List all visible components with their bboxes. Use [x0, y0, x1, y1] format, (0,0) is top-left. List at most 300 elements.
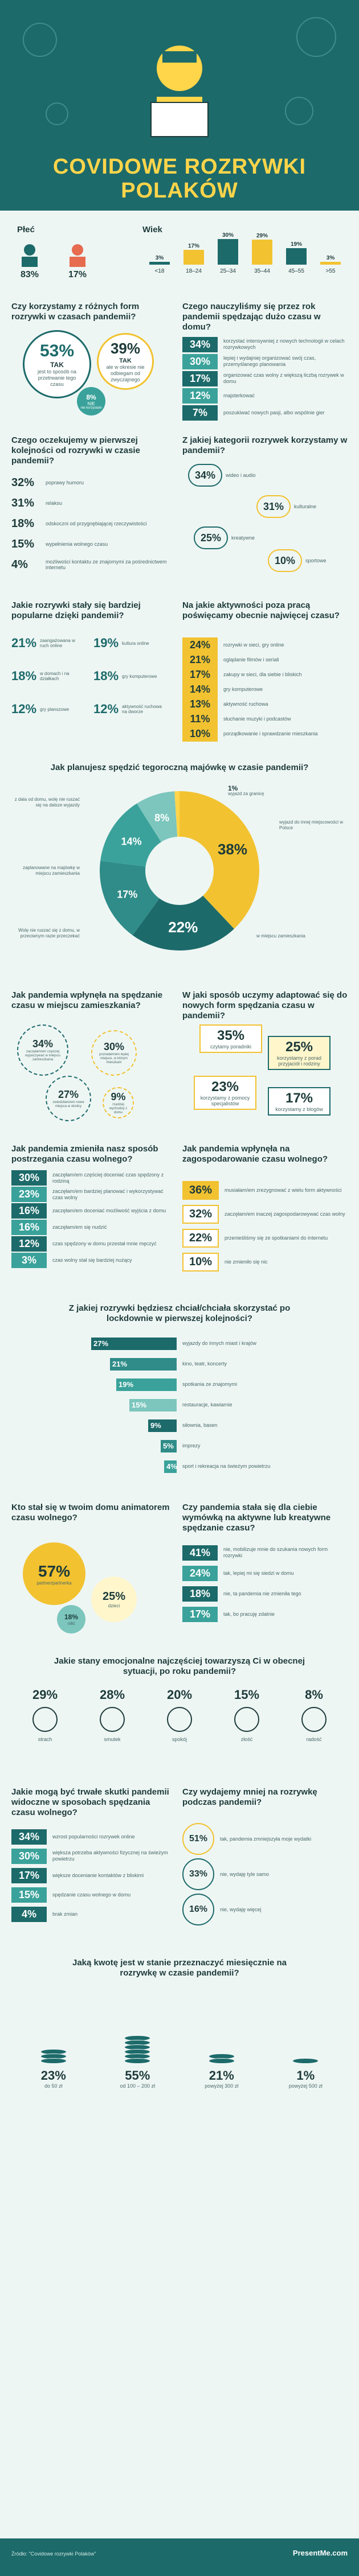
q11-section: Jak pandemia wpłynęła na zagospodarowanie czasu wolnego? 36% musiałam/em zrezygnować z wielu form aktywności 32% zaczęłam/em inaczej zagospodarowywać czas wolny 22% przenieśliśmy się ze spotkaniami do internetu 10% nie zmieniło się nic	[182, 1144, 348, 1281]
q6-pct: 14%	[182, 682, 218, 697]
hero-banner	[0, 0, 359, 211]
q11-pct: 32%	[182, 1205, 219, 1224]
q11-desc: zaczęłam/em inaczej zagospodarowywać czas wolny	[225, 1211, 345, 1217]
q15-desc: radość	[306, 1736, 322, 1742]
q15-pct: 15%	[234, 1688, 260, 1702]
q12-pct: 15%	[132, 1401, 147, 1409]
q16-pct: 34%	[11, 1829, 47, 1845]
q6-item	[182, 697, 348, 711]
coin-icon	[292, 2058, 319, 2064]
q11-item	[182, 1202, 348, 1226]
footer	[0, 2538, 359, 2576]
age-bar	[183, 250, 204, 265]
q3-item	[11, 534, 171, 554]
q12-pct: 27%	[93, 1339, 109, 1348]
q9-pct: 23%	[211, 1079, 239, 1094]
q10-section: Jak pandemia zmieniła nasz sposób postrzegania czasu wolnego? 30% zaczęłam/em częściej doceniać czas spędzony z rodziną 23% zaczęłam/em bardziej planować i wykorzystywać czas wolny 16% zaczęłam/em doceniać możliwość wyjścia z domu 16% zaczęłam/em się nudzić 12% czas spędzony w domu przestał mnie męczyć 3% czas wolny stał się bardziej nużący	[11, 1144, 171, 1281]
q3-desc: wypełnienia wolnego czasu	[46, 541, 108, 547]
q18-item	[106, 2036, 169, 2089]
q8-pct: 30%	[103, 1041, 125, 1052]
q11-item	[182, 1226, 348, 1250]
q15-item	[84, 1688, 141, 1767]
q11-desc: przenieśliśmy się ze spotkaniami do internetu	[225, 1235, 328, 1241]
q6-item	[182, 637, 348, 652]
q5-item	[93, 695, 171, 723]
q6-pct: 10%	[182, 726, 218, 742]
emotion-face-icon	[301, 1707, 327, 1732]
q2-desc: organizować czas wolny z większą liczbą rozrywek w domu	[223, 372, 344, 384]
q5-section: Jakie rozrywki stały się bardziej popularne dzięki pandemii? 21% zaangażowana w ruch online 19% kultura online 18% w domach i na działkach 18% gry komputerowe 12% gry planszowe 12% aktywność ruchowa na dworze	[11, 600, 171, 748]
q9-label: korzystamy z blogów	[275, 1106, 323, 1112]
q16-desc: większa potrzeba aktywności fizycznej na świeżym powietrzu	[52, 1850, 168, 1862]
q4-section: Z jakiej kategorii rozrywek korzystamy w pandemii? 34% wideo i audio 31% kulturalne 25% kreatywne 10% sportowe	[182, 435, 348, 583]
q14-item	[182, 1583, 348, 1604]
q15-pct: 28%	[99, 1688, 125, 1702]
q7-legend-desc: wyjazd do innej miejscowości w Polsce	[279, 820, 344, 830]
q13-pct: 18%	[64, 1612, 79, 1621]
q1-section: Czy korzystamy z różnych form rozrywki w czasach pandemii? 53% TAK jest to sposób na przetrwanie tego czasu 39% TAK ale w okresie nie odbiegam od zwyczajnego 8% NIE nie korzystam	[11, 302, 171, 421]
q8-item	[91, 1030, 137, 1076]
coin-stack-icon	[190, 2055, 253, 2064]
virus-decoration	[296, 17, 336, 57]
q16-section: Jakie mogą być trwałe skutki pandemii widoczne w sposobach spędzania czasu wolnego? 34% wzrost popularności rozrywek online 30% większa potrzeba aktywności fizycznej na świeżym powietrzu 17% większe docenianie kontaktów z bliskimi 15% spędzanie czasu wolnego w domu 4% brak zmian	[11, 1787, 171, 1941]
q14-pct: 17%	[182, 1607, 218, 1622]
q10-item	[11, 1186, 171, 1203]
q14-desc: nie, ta pandemia nie zmieniła tego	[223, 1590, 301, 1596]
q8-item	[103, 1087, 134, 1118]
age-bar	[252, 240, 272, 265]
q12-pct: 21%	[112, 1360, 128, 1368]
q7-legend-pct: 1%	[228, 784, 238, 792]
q17-item	[182, 1892, 348, 1927]
q8-desc: zaczęłam/em częściej wypoczywać w miejscu zamieszkania	[25, 1050, 60, 1061]
q11-pct: 36%	[182, 1181, 219, 1200]
q5-pct: 18%	[11, 669, 37, 683]
q11-pct: 22%	[182, 1229, 219, 1248]
q14-section: Czy pandemia stała się dla ciebie wymówką na aktywne lub kreatywne spędzanie czasu? 41% nie, mobilizuje mnie do szukania nowych form rozrywki 24% tak, lepiej mi się siedzi w domu 18% nie, ta pandemia nie zmieniła tego 17% tak, bo pracuję zdalnie	[182, 1503, 348, 1639]
q1-answer-a: 53% TAK jest to sposób na przetrwanie tego czasu	[23, 330, 91, 398]
q5-desc: w domach i na działkach	[40, 671, 70, 681]
q10-item	[11, 1252, 171, 1269]
age-bar	[286, 248, 307, 265]
q17-item	[182, 1821, 348, 1857]
q11-item	[182, 1178, 348, 1202]
q16-item	[11, 1866, 171, 1885]
age-bar-label: >55	[325, 268, 336, 274]
q13-item	[23, 1542, 85, 1605]
q6-item	[182, 667, 348, 682]
q16-pct: 30%	[11, 1849, 47, 1864]
q3-pct: 18%	[11, 517, 35, 530]
q13-label: dzieci	[108, 1603, 120, 1608]
q10-pct: 12%	[11, 1236, 47, 1252]
q8-pct: 9%	[111, 1091, 126, 1102]
q8-desc: zwiedziłam/em nowe miejsca w okolicy	[52, 1100, 84, 1108]
q5-item	[93, 662, 171, 690]
q17-desc: nie, wydaję tyle samo	[220, 1871, 270, 1877]
age-bar-label: 18–24	[186, 268, 202, 274]
q17-desc: nie, wydaję więcej	[220, 1907, 262, 1912]
q3-pct: 31%	[11, 496, 35, 509]
q5-desc: gry planszowe	[40, 706, 70, 712]
q5-pct: 19%	[93, 636, 119, 650]
q17-desc: tak, pandemia zmniejszyła moje wydatki	[220, 1836, 312, 1842]
q3-item	[11, 513, 171, 534]
q3-section: Czego oczekujemy w pierwszej kolejności od rozrywki w czasie pandemii? 32% poprawy humoru 31% relaksu 18% odskoczni od przygnębiającej rzeczywistości 15% wypełnienia wolnego czasu 4% możliwości kontaktu ze znajomymi za pośrednictwem internetu	[11, 435, 171, 583]
q13-section: Kto stał się w twoim domu animatorem czasu wolnego? 57% partner/partnerka 25% dzieci 18% nikt	[11, 1503, 171, 1639]
q8-item	[17, 1024, 68, 1076]
person-reading-illustration	[145, 34, 214, 142]
q6-pct: 13%	[182, 697, 218, 712]
q15-pct: 20%	[166, 1688, 193, 1702]
q6-desc: aktywność ruchowa	[223, 701, 268, 707]
coin-icon	[40, 2058, 67, 2064]
q9-item	[268, 1087, 331, 1116]
q9-label: czytamy poradniki	[210, 1044, 252, 1050]
virus-decoration	[285, 97, 313, 125]
q5-pct: 21%	[11, 636, 37, 650]
q2-item	[182, 370, 348, 387]
age-bar	[218, 239, 238, 265]
q7-legend-item	[279, 820, 348, 831]
male-icon	[17, 242, 42, 267]
gender-section: Płeć 83% 17%	[17, 225, 131, 235]
q14-pct: 24%	[182, 1566, 218, 1581]
q10-item	[11, 1219, 171, 1236]
page-title: COVIDOWE ROZRYWKI POLAKÓW	[52, 155, 307, 203]
q13-pct: 25%	[102, 1590, 126, 1603]
q1-answer-b: 39% TAK ale w okresie nie odbiegam od zwyczajnego	[97, 333, 154, 390]
source-note: Źródło: "Covidowe rozrywki Polaków"	[11, 2551, 96, 2557]
q6-item	[182, 726, 348, 741]
age-bar-label: 25–34	[220, 268, 236, 274]
q12-pct: 4%	[166, 1462, 177, 1471]
q5-desc: gry komputerowe	[122, 673, 157, 679]
age-bar-label: <18	[154, 268, 165, 274]
q18-pct: 21%	[209, 2068, 234, 2083]
q13-item	[91, 1577, 137, 1622]
q18-desc: do 50 zł	[44, 2083, 63, 2089]
q2-item	[182, 336, 348, 353]
male-pct: 83%	[20, 270, 39, 279]
q6-desc: słuchanie muzyki i podcastów	[223, 715, 291, 722]
q12-desc: spotkania ze znajomymi	[182, 1381, 238, 1387]
brand-logo: PresentMe.com	[292, 2549, 348, 2557]
q3-desc: odskoczni od przygnębiającej rzeczywistości	[46, 521, 147, 526]
q9-section: W jaki sposób uczymy adaptować się do nowych form spędzania czasu w pandemii? 35% czytamy poradniki 25% korzystamy z porad przyjaciół i rodziny 23% korzystamy z pomocy specjalistów 17% korzystamy z blogów	[182, 990, 348, 1127]
q18-item	[274, 2059, 337, 2089]
q6-desc: oglądanie filmów i seriali	[223, 656, 279, 662]
q12-section: Z jakiej rozrywki będziesz chciał/chciała skorzystać po lockdownie w pierwszej kolejności? 27% wyjazdy do innych miast i krajów 21% kino, teatr, koncerty 19% spotkania ze znajomymi 15% restauracje, kawiarnie 9% siłownia, basen 5% imprezy 4% sport i rekreacja na świeżym powietrzu	[11, 1303, 348, 1485]
q9-item	[194, 1076, 256, 1110]
q7-legend-desc: z dala od domu, wolę nie ruszać się na dalsze wyjazdy	[14, 797, 80, 808]
q5-desc: kultura online	[122, 640, 149, 646]
q12-desc: sport i rekreacja na świeżym powietrzu	[182, 1463, 271, 1469]
q12-desc: kino, teatr, koncerty	[182, 1361, 227, 1367]
q4-pct: 34%	[188, 464, 222, 487]
q4-item	[256, 495, 316, 518]
emotion-face-icon	[100, 1707, 125, 1732]
q3-desc: poprawy humoru	[46, 480, 84, 485]
q7-legend-item	[11, 865, 80, 877]
q18-pct: 23%	[40, 2068, 66, 2083]
q5-item	[11, 695, 89, 723]
q2-pct: 7%	[182, 405, 218, 421]
q18-pct: 1%	[296, 2068, 315, 2083]
q7-pie-label: 17%	[117, 888, 138, 900]
q10-item	[11, 1203, 171, 1219]
q2-desc: lepiej i wydajniej organizować swój czas, przemyślanego planowania	[223, 355, 316, 367]
q12-pct: 5%	[163, 1442, 174, 1450]
q2-section: Czego nauczyliśmy się przez rok pandemii spędzając dużo czasu w domu? 34% korzystać intensywniej z nowych technologii w celach rozrywkowych 30% lepiej i wydajniej organizować swój czas, przemyślanego planowania 17% organizować czas wolny z większą liczbą rozrywek w domu 12% majsterkować 7% poszukiwać nowych pasji, albo wspólnie gier	[182, 302, 348, 421]
q10-desc: czas wolny stał się bardziej nużący	[52, 1257, 132, 1263]
q15-pct: 29%	[32, 1688, 58, 1702]
q2-pct: 12%	[182, 388, 218, 404]
q13-label: partner/partnerka	[36, 1580, 72, 1586]
q7-pie-label: 8%	[154, 812, 170, 824]
female-pct: 17%	[68, 270, 87, 279]
q4-desc: wideo i audio	[226, 472, 256, 478]
coin-icon	[124, 2058, 150, 2064]
q16-desc: spędzanie czasu wolnego w domu	[52, 1891, 131, 1898]
age-bar-value: 30%	[222, 232, 234, 238]
q9-item	[199, 1024, 262, 1053]
q8-pct: 34%	[32, 1038, 54, 1050]
q9-label: korzystamy z pomocy specjalistów	[200, 1095, 250, 1106]
q16-desc: wzrost popularności rozrywek online	[52, 1833, 135, 1840]
q6-item	[182, 682, 348, 697]
age-bar-value: 19%	[290, 241, 302, 248]
q16-item	[11, 1885, 171, 1904]
q15-item	[285, 1688, 342, 1767]
q10-pct: 16%	[11, 1220, 47, 1235]
age-chart	[142, 232, 348, 287]
q14-desc: nie, mobilizuje mnie do szukania nowych form rozrywki	[223, 1546, 328, 1558]
q4-pct: 25%	[194, 526, 228, 549]
q10-item	[11, 1236, 171, 1252]
q2-pct: 34%	[182, 337, 218, 352]
coin-stack-icon	[106, 2036, 169, 2064]
emotion-face-icon	[167, 1707, 192, 1732]
q7-legend-item	[256, 933, 325, 939]
q3-item	[11, 554, 171, 575]
q18-desc: od 100 – 200 zł	[120, 2083, 156, 2089]
q9-pct: 35%	[217, 1028, 245, 1043]
q6-item	[182, 652, 348, 667]
q17-pct: 33%	[182, 1858, 214, 1890]
q6-desc: zakupy w sieci, dla siebie i bliskich	[223, 671, 302, 677]
q4-item	[194, 526, 255, 549]
q15-item	[17, 1688, 74, 1767]
q7-legend-desc: wyjazd za granicę	[228, 791, 264, 796]
age-section: Wiek 3% <18 17% 18–24 30% 25–34 29% 35–44 19% 45–55 3% >55	[142, 225, 348, 287]
q10-desc: czas spędzony w domu przestał mnie męczyć	[52, 1241, 157, 1246]
q18-section: Jaką kwotę jest w stanie przeznaczyć miesięcznie na rozrywkę w czasie pandemii? 23% do 50 zł 55% od 100 – 200 zł 21% powyżej 300 zł 1% powyżej 500 zł	[11, 1958, 348, 2094]
q15-pct: 8%	[305, 1688, 323, 1702]
q4-item	[188, 464, 256, 487]
q16-item	[11, 1846, 171, 1866]
q4-item	[268, 549, 327, 572]
q17-section: Czy wydajemy mniej na rozrywkę podczas pandemii? 51% tak, pandemia zmniejszyła moje wydatki 33% nie, wydaję tyle samo 16% nie, wydaję więcej	[182, 1787, 348, 1941]
q12-pct: 9%	[150, 1421, 161, 1430]
q14-pct: 41%	[182, 1545, 218, 1561]
q14-item	[182, 1563, 348, 1583]
q18-desc: powyżej 300 zł	[205, 2083, 239, 2089]
q6-item	[182, 711, 348, 726]
q16-item	[11, 1904, 171, 1924]
q7-section: Jak planujesz spędzić tegoroczną majówkę w czasie pandemii? 38% 22% 17% 14% 8% wyjazd do innej miejscowości w Polsce w miejscu zamieszkania Wolę nie ruszać się z domu, w przeciwnym razie przeczekać zaplanowane na majówkę w miejscu zamieszkania z dala od domu, wolę nie ruszać się na dalsze wyjazdy 1% wyjazd za granicę	[11, 763, 348, 979]
q2-pct: 17%	[182, 371, 218, 386]
q11-pct: 10%	[182, 1253, 219, 1271]
age-bar-value: 3%	[155, 255, 164, 261]
q2-item	[182, 387, 348, 404]
coin-icon	[209, 2058, 235, 2064]
q3-desc: możliwości kontaktu ze znajomymi za pośrednictwem internetu	[46, 559, 167, 570]
q15-desc: złość	[240, 1736, 253, 1742]
age-bar-value: 29%	[256, 233, 268, 239]
q14-desc: tak, bo pracuję zdalnie	[223, 1611, 275, 1617]
q9-pct: 25%	[285, 1039, 313, 1055]
q2-desc: poszukiwać nowych pasji, albo wspólnie gier	[223, 409, 325, 415]
q12-desc: siłownia, basen	[182, 1422, 218, 1428]
coin-stack-icon	[22, 2050, 85, 2064]
q6-pct: 17%	[182, 667, 218, 682]
q10-pct: 23%	[11, 1187, 47, 1202]
q4-pct: 10%	[268, 549, 302, 572]
q13-item	[57, 1605, 85, 1633]
q10-desc: zaczęłam/em doceniać możliwość wyjścia z domu	[52, 1208, 166, 1213]
q14-pct: 18%	[182, 1586, 218, 1602]
q3-desc: relaksu	[46, 500, 63, 506]
q14-desc: tak, lepiej mi się siedzi w domu	[223, 1570, 294, 1576]
q5-desc: aktywność ruchowa na dworze	[122, 704, 162, 714]
q17-pct: 51%	[182, 1823, 214, 1855]
q2-item	[182, 353, 348, 370]
emotion-face-icon	[234, 1707, 259, 1732]
q16-desc: większe docenianie kontaktów z bliskimi	[52, 1872, 144, 1878]
q10-desc: zaczęłam/em bardziej planować i wykorzystywać czas wolny	[52, 1188, 164, 1200]
q1-answer-c: 8% NIE nie korzystam	[77, 387, 105, 415]
age-bar	[320, 262, 341, 265]
q17-pct: 16%	[182, 1894, 214, 1925]
q16-pct: 15%	[11, 1887, 47, 1903]
q9-label: korzystamy z porad przyjaciół i rodziny	[276, 1055, 322, 1067]
q10-pct: 16%	[11, 1203, 47, 1219]
q4-desc: kreatywne	[231, 535, 255, 541]
q16-pct: 4%	[11, 1907, 47, 1922]
q9-item	[268, 1036, 331, 1070]
q15-item	[218, 1688, 275, 1767]
emotion-face-icon	[32, 1707, 58, 1732]
q18-item	[22, 2050, 85, 2089]
q4-pct: 31%	[256, 495, 291, 518]
q15-desc: spokój	[172, 1736, 187, 1742]
q11-desc: nie zmieniło się nic	[225, 1259, 268, 1265]
q8-pct: 27%	[58, 1088, 79, 1100]
q4-desc: sportowe	[305, 558, 327, 563]
q13-pct: 57%	[38, 1562, 71, 1580]
age-bar-label: 35–44	[254, 268, 270, 274]
q3-pct: 15%	[11, 537, 35, 550]
coin-stack-icon	[274, 2059, 337, 2064]
q3-item	[11, 493, 171, 513]
q5-pct: 12%	[93, 702, 119, 716]
q7-legend-item	[11, 797, 80, 808]
q15-section: Jakie stany emocjonalne najczęściej towarzyszą Ci w obecnej sytuacji, po roku pandemii? 29% strach 28% smutek 20% spokój 15% złość 8% radość	[11, 1656, 348, 1770]
q14-item	[182, 1604, 348, 1624]
q17-item	[182, 1857, 348, 1892]
q4-desc: kulturalne	[294, 504, 317, 509]
q9-pct: 17%	[285, 1091, 313, 1106]
q11-item	[182, 1250, 348, 1274]
q15-item	[151, 1688, 208, 1767]
q12-desc: wyjazdy do innych miast i krajów	[182, 1340, 257, 1346]
q12-pct: 19%	[119, 1380, 134, 1389]
q5-item	[93, 629, 171, 657]
q10-pct: 3%	[11, 1253, 47, 1268]
q7-pie-label: 14%	[121, 836, 142, 847]
q10-item	[11, 1170, 171, 1186]
q13-label: nikt	[67, 1620, 75, 1626]
q7-legend-desc: w miejscu zamieszkania	[256, 933, 305, 939]
q6-pct: 24%	[182, 637, 218, 653]
q15-desc: strach	[38, 1736, 52, 1742]
q16-desc: brak zmian	[52, 1911, 78, 1917]
age-bar	[149, 262, 170, 265]
q7-pie-label: 38%	[217, 841, 248, 858]
q3-pct: 32%	[11, 476, 35, 489]
q10-desc: zaczęłam/em częściej doceniać czas spędzony z rodziną	[52, 1171, 164, 1184]
q8-section: Jak pandemia wpłynęła na spędzanie czasu w miejscu zamieszkania? 34% zaczęłam/em częściej wypoczywać w miejscu zamieszkania 30% poznałam/em lepiej miejsce, w którym mieszkam 27% zwiedziłam/em nowe miejsca w okolicy 9% rzadziej wychodzę z domu	[11, 990, 171, 1127]
age-bar-value: 17%	[187, 243, 199, 249]
q16-item	[11, 1827, 171, 1846]
q18-desc: powyżej 500 zł	[288, 2083, 323, 2089]
q3-item	[11, 472, 171, 493]
q12-desc: imprezy	[182, 1443, 201, 1449]
q18-item	[190, 2055, 253, 2089]
q5-item	[11, 662, 89, 690]
q12-desc: restauracje, kawiarnie	[182, 1402, 232, 1408]
virus-decoration	[23, 23, 57, 57]
q6-pct: 21%	[182, 652, 218, 668]
q6-desc: gry komputerowe	[223, 686, 263, 692]
q2-desc: majsterkować	[223, 392, 255, 398]
q2-item	[182, 404, 348, 421]
q8-desc: rzadziej wychodzę z domu	[109, 1102, 128, 1114]
q15-desc: smutek	[104, 1736, 121, 1742]
q2-desc: korzystać intensywniej z nowych technologii w celach rozrywkowych	[223, 338, 345, 350]
q5-item	[11, 629, 89, 657]
q10-desc: zaczęłam/em się nudzić	[52, 1224, 107, 1230]
q8-item	[46, 1076, 91, 1121]
q7-pie-label: 22%	[168, 918, 198, 936]
q7-legend-desc: Wolę nie ruszać się z domu, w przeciwnym razie przeczekać	[18, 928, 80, 939]
q11-desc: musiałam/em zrezygnować z wielu form aktywności	[225, 1187, 342, 1193]
q16-pct: 17%	[11, 1868, 47, 1883]
female-icon	[65, 242, 90, 267]
q18-pct: 55%	[125, 2068, 150, 2083]
age-bar-value: 3%	[326, 255, 335, 261]
q5-desc: zaangażowana w ruch online	[40, 638, 75, 648]
q10-pct: 30%	[11, 1170, 47, 1186]
age-bar-label: 45–55	[288, 268, 304, 274]
virus-decoration	[46, 102, 68, 125]
q7-legend-item	[11, 928, 80, 939]
q6-desc: porządkowanie i sprawdzanie mieszkania	[223, 730, 318, 736]
q7-legend-item	[228, 785, 296, 797]
q3-pct: 4%	[11, 558, 28, 571]
q8-desc: poznałam/em lepiej miejsce, w którym mieszkam	[99, 1053, 129, 1064]
